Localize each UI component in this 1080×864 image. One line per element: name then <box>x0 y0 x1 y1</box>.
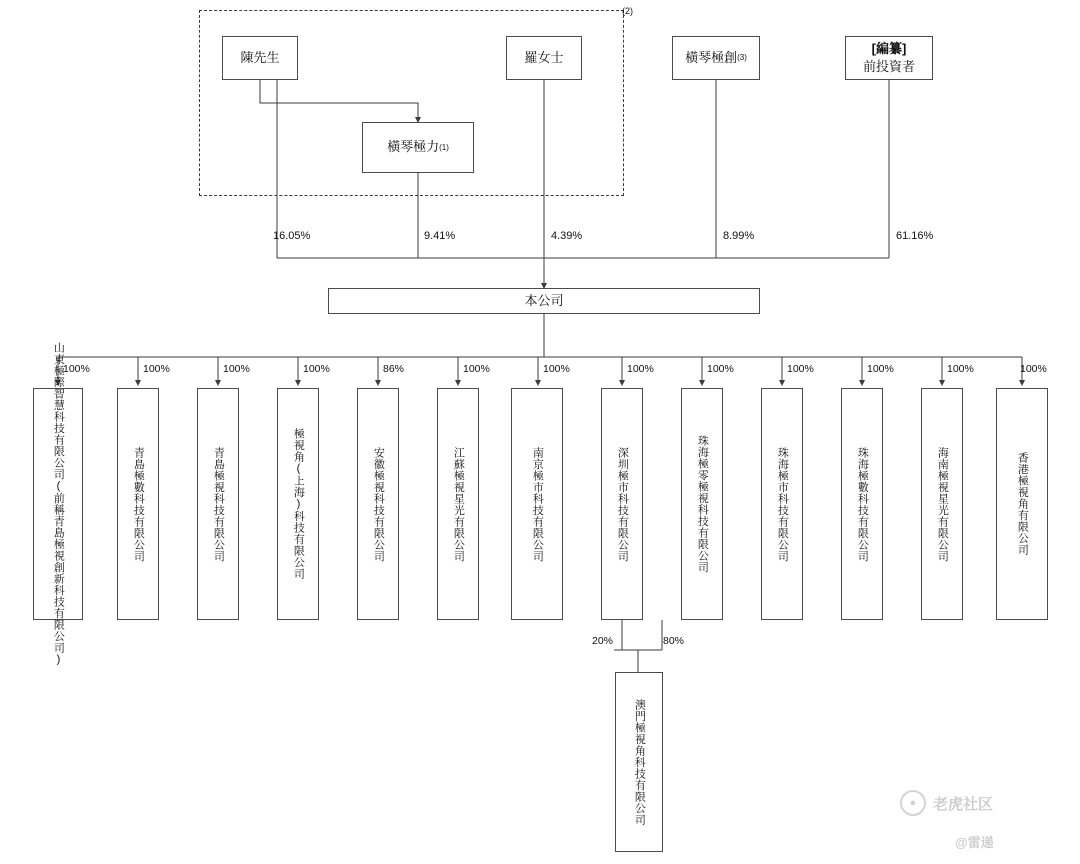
node-subsidiary[interactable] <box>277 388 319 620</box>
pct-sub-0: 100% <box>63 363 90 375</box>
pct-sub-10: 100% <box>867 363 894 375</box>
node-subsidiary[interactable] <box>117 388 159 620</box>
node-subsidiary-label: 珠海極市科技有限公司 <box>776 446 789 562</box>
node-subsidiary-label: 南京極市科技有限公司 <box>531 446 544 562</box>
node-hengqin-jichuang[interactable] <box>672 36 760 80</box>
pct-sub-2: 100% <box>223 363 250 375</box>
pct-sub-9: 100% <box>787 363 814 375</box>
dashed-group-note: (2) <box>622 6 633 16</box>
node-subsidiary-label: 青島極數科技有限公司 <box>132 446 145 562</box>
node-macau-entity[interactable] <box>615 672 663 852</box>
node-pre-investors-label: 前投資者 <box>862 58 915 74</box>
pct-pre-investors: 61.16% <box>896 230 934 242</box>
pct-sub-1: 100% <box>143 363 170 375</box>
node-subsidiary[interactable] <box>437 388 479 620</box>
node-subsidiary[interactable] <box>841 388 883 620</box>
pct-luo: 4.39% <box>551 230 583 242</box>
node-pre-investors[interactable] <box>845 36 933 80</box>
node-luo[interactable] <box>506 36 582 80</box>
paw-icon: ● <box>900 790 926 816</box>
pct-macau-left: 20% <box>592 635 614 647</box>
node-hengqin-jichuang-sup: (3) <box>737 53 747 62</box>
pct-hengqin-jili: 9.41% <box>424 230 456 242</box>
node-subsidiary[interactable] <box>996 388 1048 620</box>
node-subsidiary-label: 珠海極數科技有限公司 <box>856 446 869 562</box>
node-subsidiary[interactable] <box>681 388 723 620</box>
pct-sub-6: 100% <box>543 363 570 375</box>
node-subsidiary-label: 深圳極市科技有限公司 <box>616 446 629 562</box>
node-subsidiary-label: 青島極視科技有限公司 <box>212 446 225 562</box>
pct-sub-12: 100% <box>1020 363 1047 375</box>
node-subsidiary[interactable] <box>357 388 399 620</box>
pct-macau-right: 80% <box>663 635 685 647</box>
watermark-author <box>955 832 994 851</box>
node-hengqin-jili-label: 橫琴極力 <box>387 139 440 155</box>
node-chen[interactable] <box>222 36 298 80</box>
node-subsidiary[interactable] <box>511 388 563 620</box>
pct-sub-3: 100% <box>303 363 330 375</box>
pct-chen: 16.05% <box>273 230 311 242</box>
node-pre-investors-prefix: [編纂] <box>871 41 907 57</box>
pct-sub-4: 86% <box>383 363 405 375</box>
pct-sub-5: 100% <box>463 363 490 375</box>
node-company[interactable] <box>328 288 760 314</box>
node-subsidiary[interactable] <box>197 388 239 620</box>
node-subsidiary-label: 安徽極視科技有限公司 <box>372 446 385 562</box>
pct-sub-11: 100% <box>947 363 974 375</box>
node-chen-label: 陳先生 <box>240 49 280 65</box>
node-subsidiary-label: 海南極視星光有限公司 <box>936 446 949 562</box>
watermark-author-text: @雷递 <box>955 835 994 850</box>
node-subsidiary[interactable] <box>601 388 643 620</box>
node-subsidiary-label: 珠海極零極視科技有限公司 <box>696 435 709 573</box>
node-macau-entity-label: 澳門極視角科技有限公司 <box>633 698 646 826</box>
watermark-tiger <box>900 790 993 816</box>
node-subsidiary-label: 極視角(上海)科技有限公司 <box>292 428 305 580</box>
node-hengqin-jili-sup: (1) <box>439 142 449 152</box>
node-hengqin-jili[interactable] <box>362 122 474 173</box>
pct-hengqin-jichuang: 8.99% <box>723 230 755 242</box>
watermark-tiger-text: 老虎社区 <box>933 795 994 813</box>
node-subsidiary-label: 山東極際智慧科技有限公司(前稱青島極視創新科技有限公司) <box>52 342 65 666</box>
node-luo-label: 羅女士 <box>524 49 564 65</box>
node-subsidiary-label: 香港極視角有限公司 <box>1016 452 1029 556</box>
pct-sub-8: 100% <box>707 363 734 375</box>
node-subsidiary[interactable] <box>761 388 803 620</box>
node-subsidiary-label: 江蘇極視星光有限公司 <box>452 446 465 562</box>
node-company-label: 本公司 <box>524 292 564 308</box>
node-hengqin-jichuang-label: 橫琴極創 <box>685 49 738 65</box>
pct-sub-7: 100% <box>627 363 654 375</box>
node-subsidiary[interactable] <box>921 388 963 620</box>
